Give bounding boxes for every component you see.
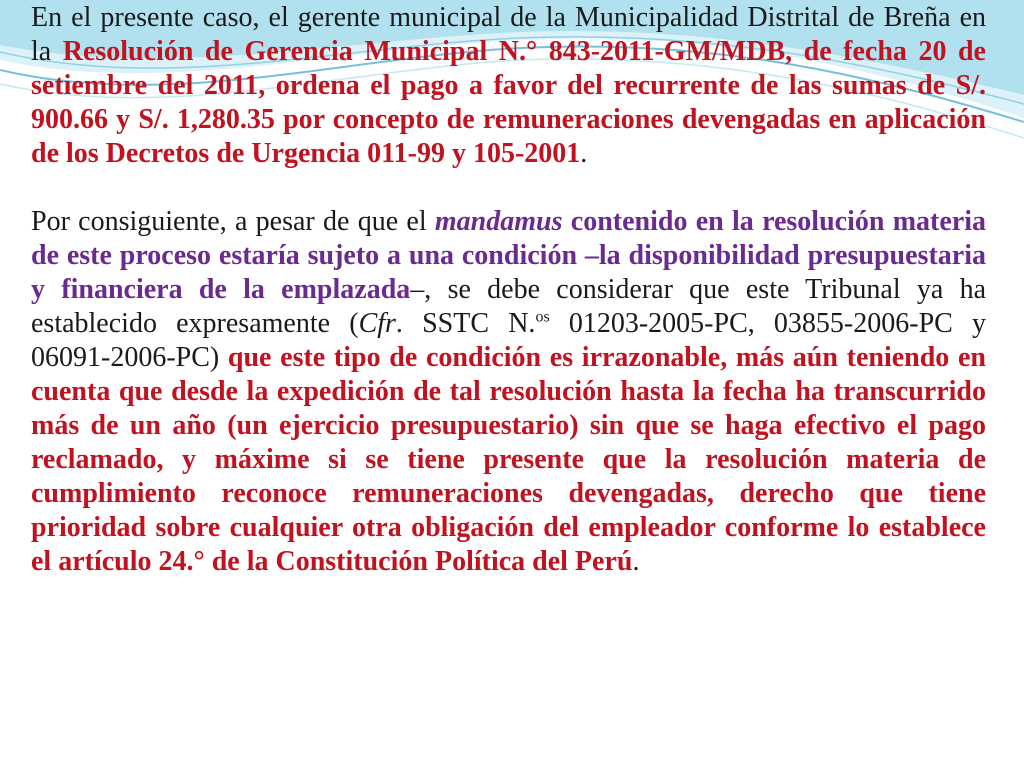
paragraph-2 <box>31 205 986 579</box>
paragraph-2-sstc-prefix: . SSTC N. <box>395 308 536 339</box>
paragraph-2-case-numbers: 01203-2005-PC, 03855-2006-PC y 06091-2006-PC) <box>31 308 987 373</box>
paragraph-2-os-superscript: os <box>535 308 550 326</box>
paragraph-2-tribunal-text: –, se debe considerar que este Tribunal ya ha establecido expresamente ( <box>31 274 986 339</box>
paragraph-1-intro: En el presente caso, el gerente municipal de la Municipalidad Distrital de Breña en la <box>31 2 986 67</box>
paragraph-2-mandamus-term: mandamus <box>434 206 563 237</box>
paragraph-2-cfr-abbrev: Cfr <box>358 308 396 339</box>
paragraph-2-period: . <box>632 546 640 577</box>
paragraph-1-resolution-highlight: Resolución de Gerencia Municipal N.° 843-2011-GM/MDB, de fecha 20 de setiembre del 2011, ordena el pago a favor del recurrente de las sumas de S/. 900.66 y S/. 1,280.35 por concepto de remuneraciones devengadas en aplicación de los Decretos de Urgencia 011-99 y 105-2001 <box>31 36 986 169</box>
paragraph-1 <box>31 1 986 171</box>
paragraph-2-condition-highlight: contenido en la resolución materia de este proceso estaría sujeto a una condición –la disponibilidad presupuestaria y financiera de la emplazada <box>31 206 986 305</box>
paragraph-2-intro: Por consiguiente, a pesar de que el <box>31 206 435 237</box>
slide-body <box>31 1 986 579</box>
paragraph-2-conclusion-highlight: que este tipo de condición es irrazonable, más aún teniendo en cuenta que desde la expedición de tal resolución hasta la fecha ha transcurrido más de un año (un ejercicio presupuestario) sin que se haga efectivo el pago reclamado, y máxime si se tiene presente que la resolución materia de cumplimiento reconoce remuneraciones devengadas, derecho que tiene prioridad sobre cualquier otra obligación del empleador conforme lo establece el artículo 24.° de la Constitución Política del Perú <box>31 342 986 577</box>
paragraph-1-period: . <box>580 138 588 169</box>
